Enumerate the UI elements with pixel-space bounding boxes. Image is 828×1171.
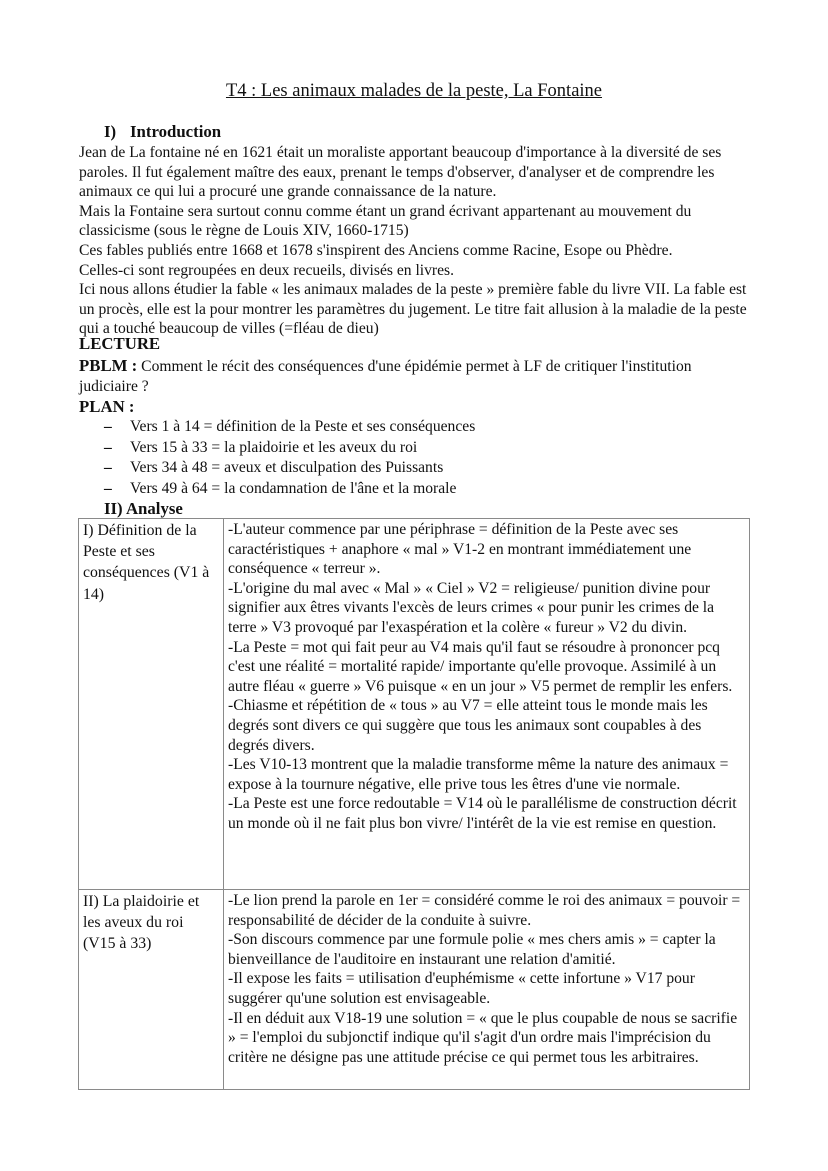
analysis-point: -La Peste = mot qui fait peur au V4 mais qu'il faut se résoudre à prononcer pcq c'est une réalité = mortalité rapide/ importante qu'elle provoque. Assimilé à un autre fléau « guerre » V6 puisque « en un jour » V5 permet de remplir les enfers. bbox=[228, 638, 733, 695]
plan-heading: PLAN : bbox=[79, 397, 135, 416]
analysis-point: -Chiasme et répétition de « tous » au V7 = elle atteint tous le monde mais les degrés sont divers ce qui suggère que tous les animaux sont coupables à des degrés divers. bbox=[228, 697, 708, 754]
analysis-point: -L'origine du mal avec « Mal » « Ciel » V2 = religieuse/ punition divine pour signifier aux êtres vivants l'excès de leurs crimes « pour punir les crimes de la terre » V3 provoqué par l'exaspération et la colère « fureur » V2 du divin. bbox=[228, 579, 715, 636]
dash-bullet-icon: – bbox=[104, 418, 112, 435]
problematique bbox=[79, 356, 751, 396]
table-row bbox=[79, 890, 750, 1090]
intro-paragraph: Ici nous allons étudier la fable « les animaux malades de la peste » première fable du livre VII. La fable est un procès, elle est la pour montrer les paramètres du jugement. Le titre fait allusion à la maladie de la peste qui a touché beaucoup de villes (=fléau de dieu) bbox=[79, 281, 747, 338]
dash-bullet-icon: – bbox=[104, 480, 112, 498]
introduction-heading-number: I) bbox=[104, 122, 117, 141]
lecture-heading: LECTURE bbox=[79, 334, 161, 353]
intro-paragraph: Celles-ci sont regroupées en deux recueils, divisés en livres. bbox=[79, 261, 455, 279]
introduction-body bbox=[79, 143, 751, 339]
analysis-point: -L'auteur commence par une périphrase = définition de la Peste avec ses caractéristiques + anaphore « mal » V1-2 en montrant immédiatement une conséquence « terreur ». bbox=[228, 521, 692, 578]
analyse-table bbox=[78, 518, 750, 1090]
intro-paragraph: Ces fables publiés entre 1668 et 1678 s'inspirent des Anciens comme Racine, Esope ou Phèdre. bbox=[79, 241, 673, 259]
introduction-heading bbox=[104, 122, 221, 142]
analysis-point: -La Peste est une force redoutable = V14 où le parallélisme de construction décrit un monde où il ne fait plus bon vivre/ l'intérêt de la vie est remise en question. bbox=[228, 795, 737, 832]
plan-item: – Vers 34 à 48 = aveux et disculpation des Puissants bbox=[104, 458, 475, 479]
analysis-point: -Les V10-13 montrent que la maladie transforme même la nature des animaux = expose à la tournure négative, elle prive tous les êtres d'une vie normale. bbox=[228, 756, 729, 793]
analysis-point: -Il expose les faits = utilisation d'euphémisme « cette infortune » V17 pour suggérer qu'une solution est envisageable. bbox=[228, 970, 695, 1007]
analyse-heading-text: Analyse bbox=[125, 499, 183, 518]
plan-item: – Vers 49 à 64 = la condamnation de l'âne et la morale bbox=[104, 479, 475, 500]
plan-list bbox=[104, 417, 475, 500]
plan-item: – Vers 15 à 33 = la plaidoirie et les aveux du roi bbox=[104, 438, 475, 459]
analysis-point: -Il en déduit aux V18-19 une solution = « que le plus coupable de nous se sacrifie » = l'emploi du subjonctif indique qu'il s'agit d'un ordre mais l'imprécision du critère ne désigne pas une attitude précise ce qui permet tous les arbitraires. bbox=[228, 1009, 738, 1066]
document-title: T4 : Les animaux malades de la peste, La Fontaine bbox=[225, 81, 603, 101]
pblm-label: PBLM : bbox=[79, 356, 138, 375]
analysis-point: -Le lion prend la parole en 1er = considéré comme le roi des animaux = pouvoir = responsabilité de décider de la conduite à suivre. bbox=[228, 892, 741, 929]
dash-bullet-icon: – bbox=[104, 459, 112, 477]
section-cell: II) La plaidoirie et les aveux du roi (V15 à 33) bbox=[79, 890, 224, 1090]
pblm-text: Comment le récit des conséquences d'une épidémie permet à LF de critiquer l'institution judiciaire ? bbox=[79, 358, 692, 395]
plan-item: – Vers 1 à 14 = définition de la Peste et ses conséquences bbox=[104, 417, 475, 438]
introduction-heading-text: Introduction bbox=[130, 122, 222, 141]
intro-paragraph: Mais la Fontaine sera surtout connu comme étant un grand écrivant appartenant au mouvement du classicisme (sous le règne de Louis XIV, 1660-1715) bbox=[79, 202, 692, 240]
analysis-point: -Son discours commence par une formule polie « mes chers amis » = capter la bienveillance de l'auditoire en instaurant une relation d'amitié. bbox=[228, 931, 716, 968]
analysis-cell bbox=[224, 890, 750, 1090]
table-row bbox=[79, 519, 750, 890]
section-cell: I) Définition de la Peste et ses conséquences (V1 à 14) bbox=[79, 519, 224, 890]
intro-paragraph: Jean de La fontaine né en 1621 était un moraliste apportant beaucoup d'importance à la diversité de ses paroles. Il fut également maître des eaux, prenant le temps d'observer, d'analyser et de comprendre les animaux ce qui lui a procuré une grande connaissance de la nature. bbox=[79, 144, 722, 201]
analyse-heading-number: II) bbox=[104, 499, 123, 518]
dash-bullet-icon: – bbox=[104, 438, 112, 456]
analyse-heading bbox=[104, 499, 183, 519]
analysis-cell bbox=[224, 519, 750, 890]
